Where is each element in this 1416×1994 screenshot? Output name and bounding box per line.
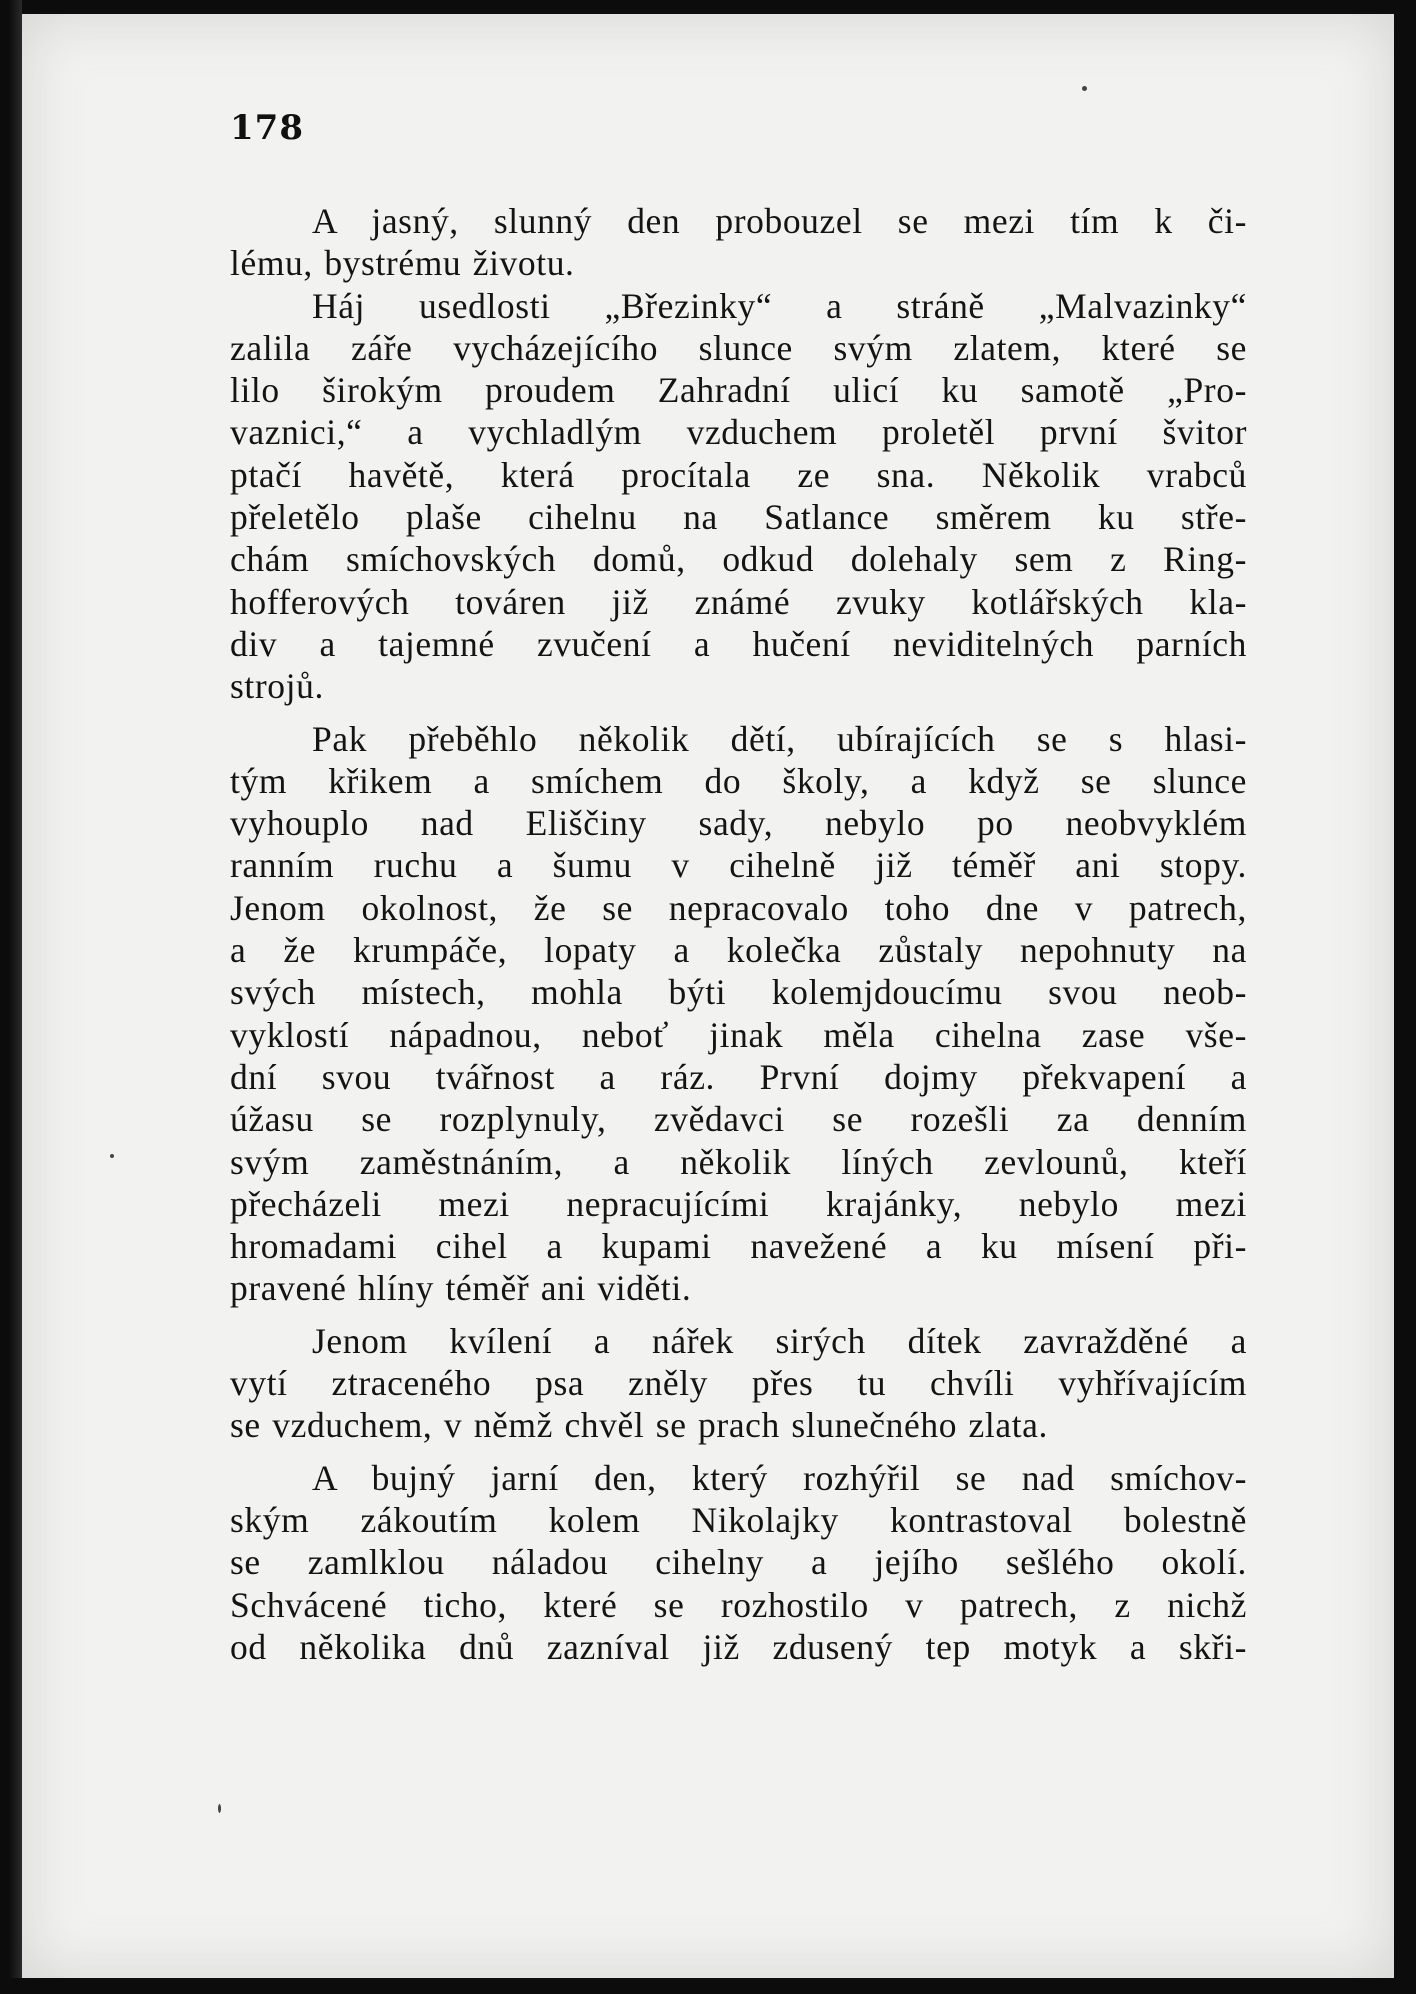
dust-speck [110,1154,114,1158]
text-line: hofferových továren již známé zvuky kotlářských kla- [230,581,1247,622]
text-line: A jasný, slunný den probouzel se mezi tím k či- [312,201,1247,241]
text-line: úžasu se rozplynuly, zvědavci se rozešli za denním [230,1099,1247,1140]
text-line: Jenom kvílení a nářek sirých dítek zavražděné a [312,1320,1247,1361]
text-line: dní svou tvářnost a ráz. První dojmy překvapení a [230,1056,1247,1097]
text-line: od několika dnů zazníval již zdusený tep motyk a skři- [230,1626,1247,1667]
paragraph [230,200,1247,285]
text-line: Pak přeběhlo několik dětí, ubírajících se s hlasi- [312,718,1247,759]
paragraph-gap [230,708,1247,718]
paragraph-gap [230,1310,1247,1320]
text-line: lému, bystrému životu. [230,243,575,284]
text-line: ptačí havětě, která procítala ze sna. Několik vrabců [230,454,1247,495]
text-line: se zamlklou náladou cihelny a jejího sešlého okolí. [230,1542,1247,1583]
text-line: lilo širokým proudem Zahradní ulicí ku samotě „Pro- [230,370,1247,411]
text-line: div a tajemné zvučení a hučení neviditelných parních [230,623,1247,664]
paragraph [230,718,1247,1310]
paragraph [230,285,1247,708]
scan-border-right [1394,0,1416,1994]
paragraph [230,1320,1247,1447]
text-line: přeletělo plaše cihelnu na Satlance směrem ku stře- [230,497,1247,538]
text-line: ranním ruchu a šumu v cihelně již téměř ani stopy. [230,845,1247,886]
text-line: svým zaměstnáním, a několik líných zevlounů, kteří [230,1141,1247,1182]
dust-speck [218,1804,221,1813]
text-line: se vzduchem, v němž chvěl se prach slunečného zlata. [230,1405,1049,1446]
text-line: vaznici,“ a vychladlým vzduchem proletěl první švitor [230,412,1247,453]
scan-border-left [0,0,22,1994]
text-line: tým křikem a smíchem do školy, a když se slunce [230,760,1247,801]
text-line: vyhouplo nad Eliščiny sady, nebylo po neobvyklém [230,803,1247,844]
text-line: vytí ztraceného psa zněly přes tu chvíli vyhřívajícím [230,1363,1247,1404]
text-line: Schvácené ticho, které se rozhostilo v patrech, z nichž [230,1584,1247,1625]
text-line: hromadami cihel a kupami navežené a ku mísení při- [230,1226,1247,1267]
text-line: chám smíchovských domů, odkud dolehaly sem z Ring- [230,539,1247,580]
page-number: 178 [230,108,304,148]
text-line: Jenom okolnost, že se nepracovalo toho dne v patrech, [230,887,1247,928]
text-line: A bujný jarní den, který rozhýřil se nad smíchov- [312,1457,1247,1498]
paragraph-gap [230,1447,1247,1457]
scan-border-bottom [0,1978,1416,1994]
text-line: pravené hlíny téměř ani viděti. [230,1268,692,1309]
text-line: strojů. [230,666,324,707]
text-line: ským zákoutím kolem Nikolajky kontrastoval bolestně [230,1499,1247,1540]
text-line: svých místech, mohla býti kolemjdoucímu svou neob- [230,972,1247,1013]
text-line: zalila záře vycházejícího slunce svým zlatem, které se [230,327,1247,368]
body-text [230,200,1247,1668]
text-line: přecházeli mezi nepracujícími krajánky, nebylo mezi [230,1183,1247,1224]
text-line: Háj usedlosti „Březinky“ a stráně „Malvazinky“ [312,285,1247,326]
dust-speck [1082,86,1087,91]
text-line: vyklostí nápadnou, neboť jinak měla cihelna zase vše- [230,1014,1247,1055]
text-line: a že krumpáče, lopaty a kolečka zůstaly nepohnuty na [230,930,1247,971]
scan-border-top [0,0,1416,14]
paragraph [230,1457,1247,1668]
